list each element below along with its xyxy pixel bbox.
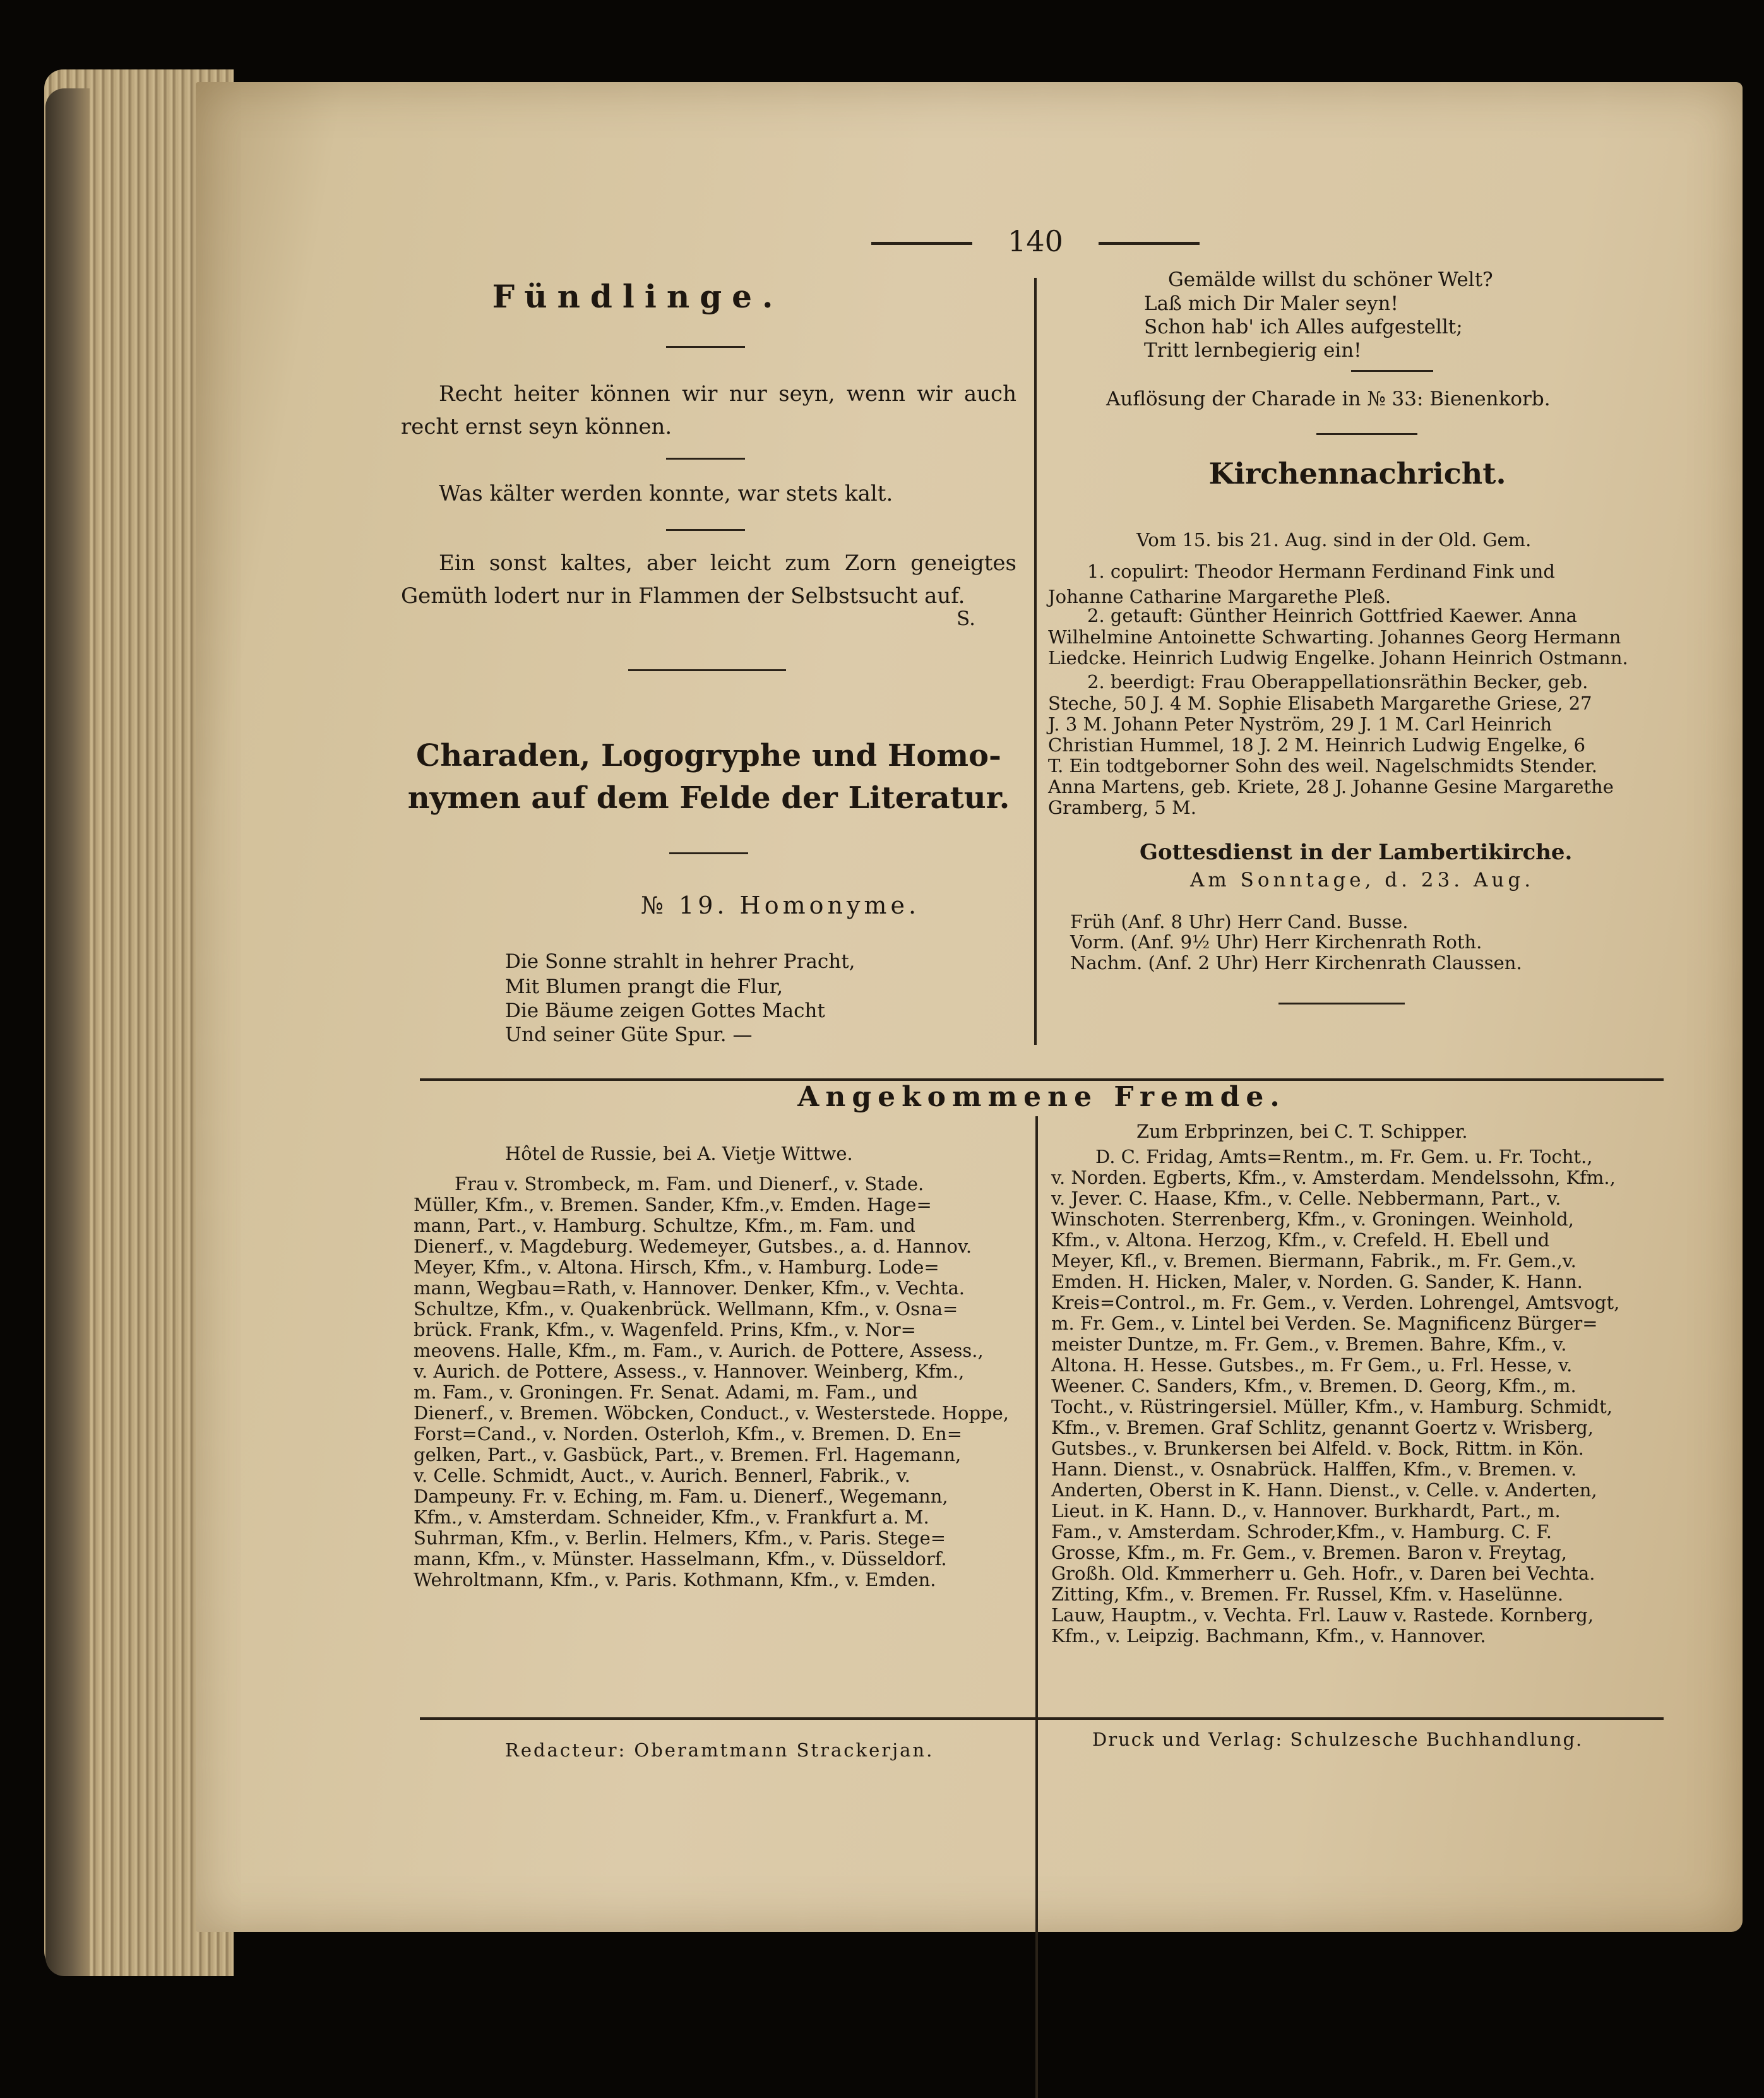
arrival-line: Weener. C. Sanders, Kfm., v. Bremen. D. Georg, Kfm., m. [1051, 1375, 1576, 1397]
arrival-line: Forst=Cand., v. Norden. Osterloh, Kfm., v. Bremen. D. En= [414, 1423, 963, 1445]
arrival-line: Grosse, Kfm., m. Fr. Gem., v. Bremen. Baron v. Freytag, [1051, 1542, 1567, 1563]
rule [628, 669, 786, 671]
page-number: 140 [1008, 224, 1063, 258]
arrival-line: Meyer, Kfm., v. Altona. Hirsch, Kfm., v. Hamburg. Lode= [414, 1256, 939, 1278]
arrivals-title: Angekommene Fremde. [797, 1081, 1286, 1113]
page-number-rule-left [871, 242, 972, 245]
service-line: Nachm. (Anf. 2 Uhr) Herr Kirchenrath Claussen. [1070, 952, 1522, 974]
arrival-line: Wehroltmann, Kfm., v. Paris. Kothmann, Kfm., v. Emden. [414, 1569, 936, 1590]
arrival-line: Meyer, Kfl., v. Bremen. Biermann, Fabrik., m. Fr. Gem.,v. [1051, 1250, 1576, 1272]
arrival-line: Emden. H. Hicken, Maler, v. Norden. G. Sander, K. Hann. [1051, 1271, 1583, 1292]
arrival-line: m. Fr. Gem., v. Lintel bei Verden. Se. Magnificenz Bürger= [1051, 1313, 1598, 1334]
church-line: T. Ein todtgeborner Sohn des weil. Nagelschmidts Stender. [1048, 755, 1597, 777]
arrival-line: D. C. Fridag, Amts=Rentm., m. Fr. Gem. u. Fr. Tocht., [1095, 1146, 1593, 1167]
fundlinge-title: Fündlinge. [492, 278, 784, 315]
rule [1278, 1003, 1405, 1004]
poem-line: Und seiner Güte Spur. — [505, 1023, 753, 1046]
rule [669, 852, 748, 854]
church-line: 2. getauft: Günther Heinrich Gottfried Kaewer. Anna [1087, 605, 1577, 626]
arrival-line: Fam., v. Amsterdam. Schroder,Kfm., v. Hamburg. C. F. [1051, 1521, 1552, 1542]
arrival-line: Winschoten. Sterrenberg, Kfm., v. Groningen. Weinhold, [1051, 1208, 1574, 1230]
church-line: Liedcke. Heinrich Ludwig Engelke. Johann Heinrich Ostmann. [1048, 647, 1628, 669]
column-divider-top [1034, 278, 1037, 1045]
poem-line: Schon hab' ich Alles aufgestellt; [1144, 316, 1463, 338]
column-divider-bottom [1035, 1116, 1038, 2098]
arrival-line: Anderten, Oberst in K. Hann. Dienst., v. Celle. v. Anderten, [1051, 1479, 1597, 1501]
arrival-line: Lieut. in K. Hann. D., v. Hannover. Burkhardt, Part., m. [1051, 1500, 1561, 1522]
arrival-line: meovens. Halle, Kfm., m. Fam., v. Aurich. de Pottere, Assess., [414, 1340, 984, 1361]
arrival-line: Lauw, Hauptm., v. Vechta. Frl. Lauw v. Rastede. Kornberg, [1051, 1604, 1594, 1626]
church-line: 1. copulirt: Theodor Hermann Ferdinand Fink und [1087, 561, 1555, 582]
charade-solution: Auflösung der Charade in № 33: Bienenkorb. [1106, 388, 1551, 410]
church-line: Anna Martens, geb. Kriete, 28 J. Johanne Gesine Margarethe [1048, 776, 1614, 797]
poem-line: Gemälde willst du schöner Welt? [1168, 268, 1493, 291]
page-number-block [871, 224, 1200, 262]
arrival-line: Tocht., v. Rüstringersiel. Müller, Kfm., v. Hamburg. Schmidt, [1051, 1396, 1612, 1417]
church-line: Christian Hummel, 18 J. 2 M. Heinrich Ludwig Engelke, 6 [1048, 734, 1586, 756]
poem-line: Laß mich Dir Maler seyn! [1144, 292, 1398, 315]
book-spine-shadow [45, 88, 90, 1976]
arrival-line: v. Aurich. de Pottere, Assess., v. Hannover. Weinberg, Kfm., [414, 1361, 965, 1382]
arrival-line: m. Fam., v. Groningen. Fr. Senat. Adami, m. Fam., und [414, 1381, 918, 1403]
footer-rule [420, 1717, 1664, 1720]
arrival-line: Kfm., v. Amsterdam. Schneider, Kfm., v. Frankfurt a. M. [414, 1506, 929, 1528]
aphorism-1: Recht heiter können wir nur seyn, wenn wir auch recht ernst seyn können. [401, 381, 1016, 439]
arrival-line: Frau v. Strombeck, m. Fam. und Dienerf., v. Stade. [455, 1173, 924, 1195]
arrival-line: mann, Kfm., v. Münster. Hasselmann, Kfm., v. Düsseldorf. [414, 1548, 947, 1570]
arrival-line: Zitting, Kfm., v. Bremen. Fr. Russel, Kfm. v. Haselünne. [1051, 1583, 1564, 1605]
arrival-line: Großh. Old. Kmmerherr u. Geh. Hofr., v. Daren bei Vechta. [1051, 1563, 1595, 1584]
rule [1316, 433, 1417, 435]
arrival-line: Kreis=Control., m. Fr. Gem., v. Verden. Lohrengel, Amtsvogt, [1051, 1292, 1620, 1313]
arrival-line: Dampeuny. Fr. v. Eching, m. Fam. u. Dienerf., Wegemann, [414, 1486, 948, 1507]
signature: S. [956, 607, 975, 630]
arrival-line: v. Norden. Egberts, Kfm., v. Amsterdam. Mendelssohn, Kfm., [1051, 1167, 1616, 1188]
section-title-line-2: nymen auf dem Felde der Literatur. [407, 780, 1010, 816]
arrival-line: Dienerf., v. Magdeburg. Wedemeyer, Gutsbes., a. d. Hannov. [414, 1236, 972, 1257]
arrival-line: Hann. Dienst., v. Osnabrück. Halffen, Kfm., v. Bremen. v. [1051, 1458, 1577, 1480]
church-news-title: Kirchennachricht. [1208, 456, 1506, 491]
church-line: J. 3 M. Johann Peter Nyström, 29 J. 1 M. Carl Heinrich [1048, 713, 1552, 735]
arrival-line: Dienerf., v. Bremen. Wöbcken, Conduct., v. Westerstede. Hoppe, [414, 1402, 1009, 1424]
church-line: Wilhelmine Antoinette Schwarting. Johannes Georg Hermann [1048, 626, 1621, 648]
riddle-heading: № 19. Homonyme. [641, 891, 921, 919]
poem-line: Tritt lernbegierig ein! [1144, 339, 1362, 362]
service-title: Gottesdienst in der Lambertikirche. [1140, 840, 1573, 865]
editor-credit: Redacteur: Oberamtmann Strackerjan. [505, 1739, 934, 1761]
section-title-line-1: Charaden, Logogryphe und Homo- [416, 738, 1001, 773]
poem-line: Mit Blumen prangt die Flur, [505, 975, 784, 998]
arrival-line: Kfm., v. Bremen. Graf Schlitz, genannt Goertz v. Wrisberg, [1051, 1417, 1594, 1438]
church-line: 2. beerdigt: Frau Oberappellationsräthin Becker, geb. [1087, 671, 1588, 693]
poem-line: Die Bäume zeigen Gottes Macht [505, 999, 825, 1022]
erbprinzen-heading: Zum Erbprinzen, bei C. T. Schipper. [1136, 1121, 1468, 1142]
arrival-line: gelken, Part., v. Gasbück, Part., v. Bremen. Frl. Hagemann, [414, 1444, 962, 1465]
service-line: Vorm. (Anf. 9½ Uhr) Herr Kirchenrath Roth. [1070, 931, 1482, 953]
arrival-line: brück. Frank, Kfm., v. Wagenfeld. Prins, Kfm., v. Nor= [414, 1319, 916, 1340]
church-line: Vom 15. bis 21. Aug. sind in der Old. Gem. [1136, 529, 1532, 551]
arrival-line: Kfm., v. Altona. Herzog, Kfm., v. Crefeld. H. Ebell und [1051, 1229, 1550, 1251]
arrival-line: Kfm., v. Leipzig. Bachmann, Kfm., v. Hannover. [1051, 1625, 1486, 1647]
church-line: Johanne Catharine Margarethe Pleß. [1048, 586, 1392, 607]
arrival-line: v. Celle. Schmidt, Auct., v. Aurich. Bennerl, Fabrik., v. [414, 1465, 910, 1486]
hotel-de-russie-heading: Hôtel de Russie, bei A. Vietje Wittwe. [505, 1143, 853, 1164]
arrival-line: Altona. H. Hesse. Gutsbes., m. Fr Gem., u. Frl. Hesse, v. [1051, 1354, 1573, 1376]
publisher-credit: Druck und Verlag: Schulzesche Buchhandlung. [1092, 1729, 1583, 1750]
book-page [196, 82, 1743, 1932]
arrival-line: mann, Wegbau=Rath, v. Hannover. Denker, Kfm., v. Vechta. [414, 1277, 965, 1299]
arrival-line: v. Jever. C. Haase, Kfm., v. Celle. Nebbermann, Part., v. [1051, 1188, 1561, 1209]
page-number-rule-right [1099, 242, 1200, 245]
poem-line: Die Sonne strahlt in hehrer Pracht, [505, 950, 855, 973]
arrival-line: Müller, Kfm., v. Bremen. Sander, Kfm.,v. Emden. Hage= [414, 1194, 932, 1215]
service-date: Am Sonntage, d. 23. Aug. [1190, 869, 1535, 891]
rule [666, 458, 745, 460]
arrival-line: Gutsbes., v. Brunkersen bei Alfeld. v. Bock, Rittm. in Kön. [1051, 1438, 1584, 1459]
arrival-line: Suhrman, Kfm., v. Berlin. Helmers, Kfm., v. Paris. Stege= [414, 1527, 946, 1549]
rule [1351, 370, 1433, 372]
rule [666, 346, 745, 348]
arrival-line: Schultze, Kfm., v. Quakenbrück. Wellmann, Kfm., v. Osna= [414, 1298, 958, 1320]
church-line: Steche, 50 J. 4 M. Sophie Elisabeth Margarethe Griese, 27 [1048, 693, 1592, 714]
arrival-line: mann, Part., v. Hamburg. Schultze, Kfm., m. Fam. und [414, 1215, 915, 1236]
arrival-line: meister Duntze, m. Fr. Gem., v. Bremen. Bahre, Kfm., v. [1051, 1333, 1567, 1355]
rule [666, 529, 745, 531]
service-line: Früh (Anf. 8 Uhr) Herr Cand. Busse. [1070, 911, 1409, 933]
aphorism-2: Was kälter werden konnte, war stets kalt. [439, 481, 893, 506]
aphorism-3: Ein sonst kaltes, aber leicht zum Zorn geneigtes Gemüth lodert nur in Flammen der Selbstsucht auf. [401, 551, 1016, 609]
church-line: Gramberg, 5 M. [1048, 797, 1196, 818]
